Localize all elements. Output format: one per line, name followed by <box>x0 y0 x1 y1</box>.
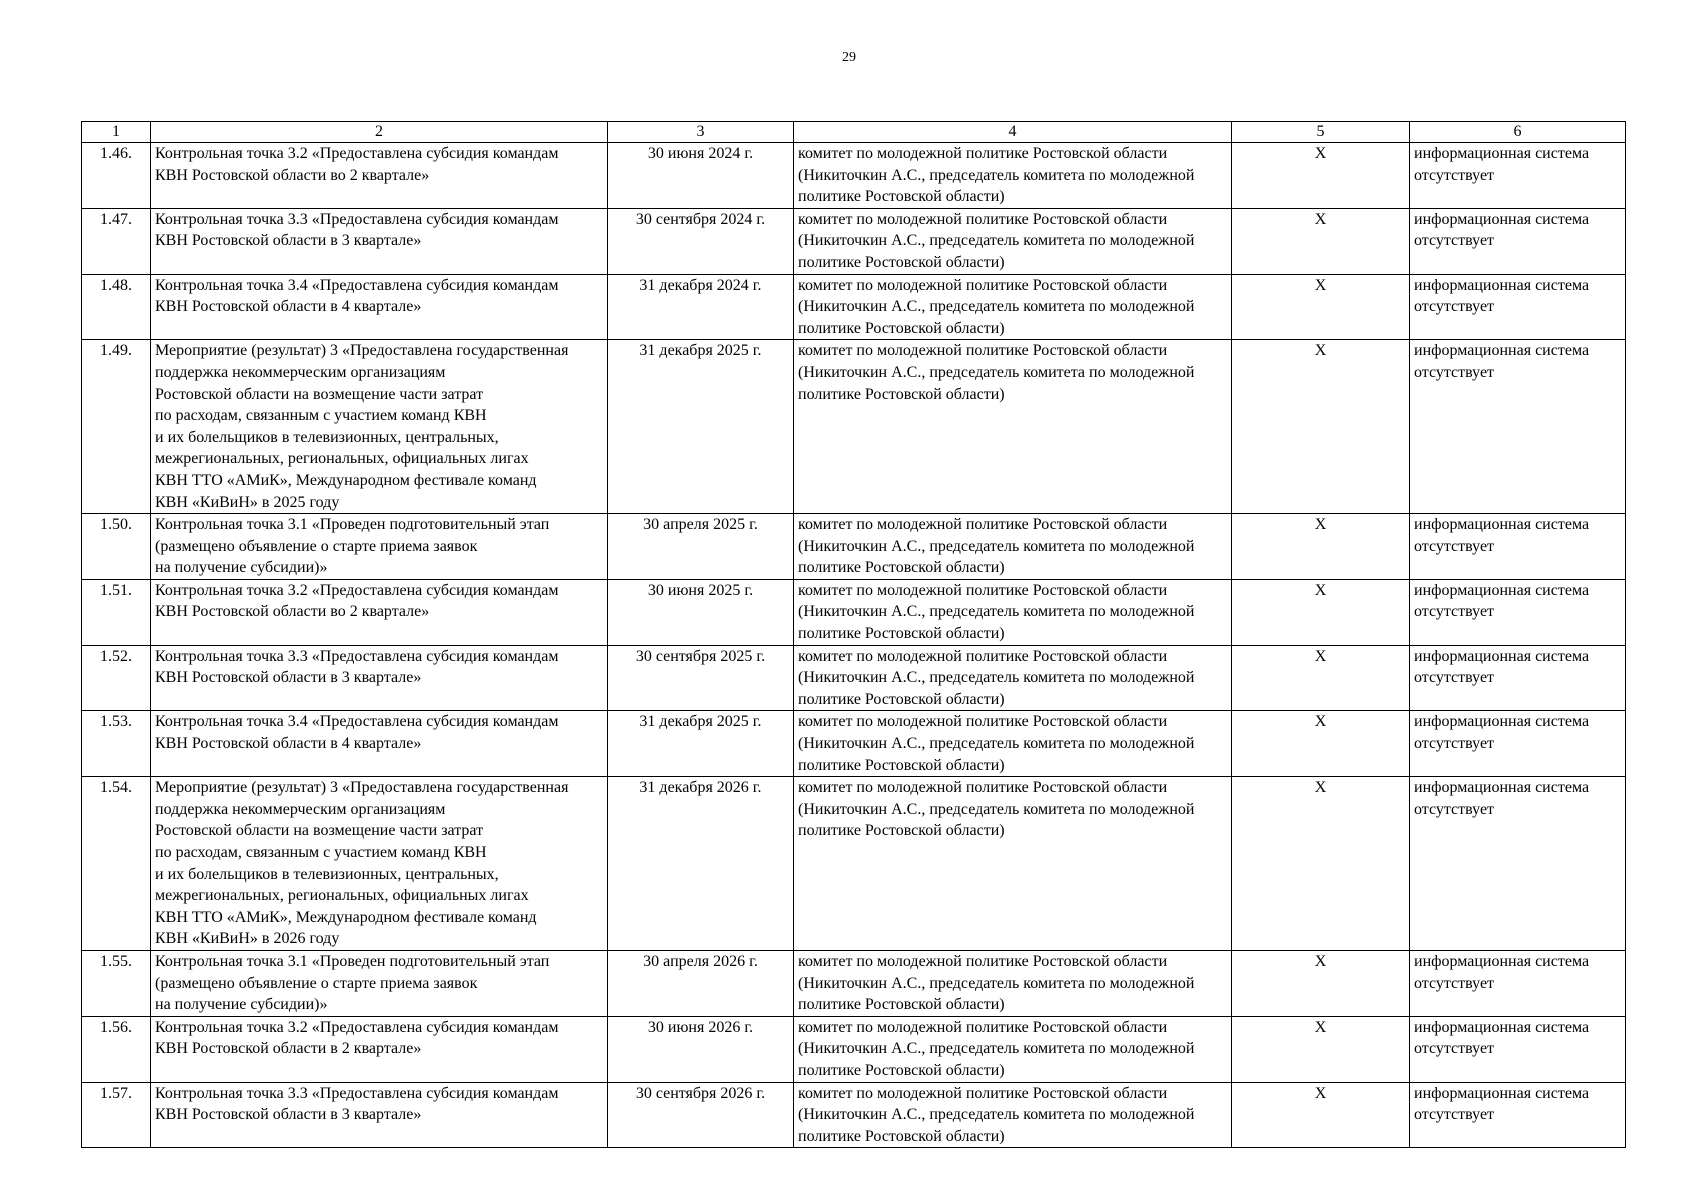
deadline-cell: 31 декабря 2025 г. <box>608 340 794 514</box>
mark-cell: Х <box>1232 711 1410 777</box>
event-cell: Контрольная точка 3.1 «Проведен подготовительный этап (размещено объявление о старте приема заявок на получение субсидии)» <box>151 950 608 1016</box>
deadline-cell: 30 июня 2026 г. <box>608 1016 794 1082</box>
header-row <box>82 122 1626 143</box>
table-row <box>82 777 1626 951</box>
mark-cell: Х <box>1232 514 1410 580</box>
table-row <box>82 143 1626 209</box>
column-header: 4 <box>794 122 1232 143</box>
plan-table <box>81 121 1626 1148</box>
table-row <box>82 274 1626 340</box>
table-row <box>82 1082 1626 1148</box>
event-cell: Контрольная точка 3.3 «Предоставлена субсидия командам КВН Ростовской области в 3 квартале» <box>151 208 608 274</box>
column-header: 5 <box>1232 122 1410 143</box>
info-system-cell: информационная система отсутствует <box>1410 950 1626 1016</box>
mark-cell: Х <box>1232 208 1410 274</box>
responsible-cell: комитет по молодежной политике Ростовской области (Никиточкин А.С., председатель комитета по молодежной политике Ростовской области) <box>794 208 1232 274</box>
responsible-cell: комитет по молодежной политике Ростовской области (Никиточкин А.С., председатель комитета по молодежной политике Ростовской области) <box>794 340 1232 514</box>
mark-cell: Х <box>1232 340 1410 514</box>
responsible-cell: комитет по молодежной политике Ростовской области (Никиточкин А.С., председатель комитета по молодежной политике Ростовской области) <box>794 274 1232 340</box>
mark-cell: Х <box>1232 1016 1410 1082</box>
mark-cell: Х <box>1232 777 1410 951</box>
event-cell: Контрольная точка 3.1 «Проведен подготовительный этап (размещено объявление о старте приема заявок на получение субсидии)» <box>151 514 608 580</box>
responsible-cell: комитет по молодежной политике Ростовской области (Никиточкин А.С., председатель комитета по молодежной политике Ростовской области) <box>794 514 1232 580</box>
deadline-cell: 30 апреля 2025 г. <box>608 514 794 580</box>
responsible-cell: комитет по молодежной политике Ростовской области (Никиточкин А.С., председатель комитета по молодежной политике Ростовской области) <box>794 579 1232 645</box>
info-system-cell: информационная система отсутствует <box>1410 274 1626 340</box>
row-number: 1.55. <box>82 950 151 1016</box>
info-system-cell: информационная система отсутствует <box>1410 645 1626 711</box>
event-cell: Контрольная точка 3.2 «Предоставлена субсидия командам КВН Ростовской области в 2 квартале» <box>151 1016 608 1082</box>
responsible-cell: комитет по молодежной политике Ростовской области (Никиточкин А.С., председатель комитета по молодежной политике Ростовской области) <box>794 645 1232 711</box>
mark-cell: Х <box>1232 274 1410 340</box>
deadline-cell: 30 июня 2025 г. <box>608 579 794 645</box>
table-header <box>82 122 1626 143</box>
table-row <box>82 579 1626 645</box>
row-number: 1.50. <box>82 514 151 580</box>
deadline-cell: 31 декабря 2025 г. <box>608 711 794 777</box>
row-number: 1.47. <box>82 208 151 274</box>
event-cell: Контрольная точка 3.2 «Предоставлена субсидия командам КВН Ростовской области во 2 квартале» <box>151 579 608 645</box>
table-row <box>82 1016 1626 1082</box>
responsible-cell: комитет по молодежной политике Ростовской области (Никиточкин А.С., председатель комитета по молодежной политике Ростовской области) <box>794 1082 1232 1148</box>
row-number: 1.52. <box>82 645 151 711</box>
event-cell: Контрольная точка 3.4 «Предоставлена субсидия командам КВН Ростовской области в 4 квартале» <box>151 274 608 340</box>
column-header: 6 <box>1410 122 1626 143</box>
deadline-cell: 30 сентября 2024 г. <box>608 208 794 274</box>
table-row <box>82 950 1626 1016</box>
info-system-cell: информационная система отсутствует <box>1410 1082 1626 1148</box>
deadline-cell: 30 июня 2024 г. <box>608 143 794 209</box>
responsible-cell: комитет по молодежной политике Ростовской области (Никиточкин А.С., председатель комитета по молодежной политике Ростовской области) <box>794 777 1232 951</box>
info-system-cell: информационная система отсутствует <box>1410 208 1626 274</box>
column-header: 2 <box>151 122 608 143</box>
table-row <box>82 711 1626 777</box>
row-number: 1.49. <box>82 340 151 514</box>
event-cell: Контрольная точка 3.3 «Предоставлена субсидия командам КВН Ростовской области в 3 квартале» <box>151 1082 608 1148</box>
deadline-cell: 31 декабря 2024 г. <box>608 274 794 340</box>
deadline-cell: 30 сентября 2025 г. <box>608 645 794 711</box>
row-number: 1.54. <box>82 777 151 951</box>
info-system-cell: информационная система отсутствует <box>1410 777 1626 951</box>
mark-cell: Х <box>1232 1082 1410 1148</box>
event-cell: Мероприятие (результат) 3 «Предоставлена государственная поддержка некоммерческим организациям Ростовской области на возмещение части затрат по расходам, связанным с участием команд КВН и их болельщиков в телевизионных, центральных, межрегиональных, региональных, официальных лигах КВН ТТО «АМиК», Международном фестивале команд КВН «КиВиН» в 2025 году <box>151 340 608 514</box>
event-cell: Контрольная точка 3.4 «Предоставлена субсидия командам КВН Ростовской области в 4 квартале» <box>151 711 608 777</box>
responsible-cell: комитет по молодежной политике Ростовской области (Никиточкин А.С., председатель комитета по молодежной политике Ростовской области) <box>794 143 1232 209</box>
row-number: 1.56. <box>82 1016 151 1082</box>
deadline-cell: 30 апреля 2026 г. <box>608 950 794 1016</box>
table-row <box>82 645 1626 711</box>
column-header: 3 <box>608 122 794 143</box>
mark-cell: Х <box>1232 645 1410 711</box>
deadline-cell: 31 декабря 2026 г. <box>608 777 794 951</box>
event-cell: Мероприятие (результат) 3 «Предоставлена государственная поддержка некоммерческим организациям Ростовской области на возмещение части затрат по расходам, связанным с участием команд КВН и их болельщиков в телевизионных, центральных, межрегиональных, региональных, официальных лигах КВН ТТО «АМиК», Международном фестивале команд КВН «КиВиН» в 2026 году <box>151 777 608 951</box>
table-row <box>82 514 1626 580</box>
page-number: 29 <box>842 50 856 65</box>
row-number: 1.53. <box>82 711 151 777</box>
info-system-cell: информационная система отсутствует <box>1410 143 1626 209</box>
table-body <box>82 143 1626 1148</box>
row-number: 1.46. <box>82 143 151 209</box>
responsible-cell: комитет по молодежной политике Ростовской области (Никиточкин А.С., председатель комитета по молодежной политике Ростовской области) <box>794 711 1232 777</box>
responsible-cell: комитет по молодежной политике Ростовской области (Никиточкин А.С., председатель комитета по молодежной политике Ростовской области) <box>794 1016 1232 1082</box>
info-system-cell: информационная система отсутствует <box>1410 340 1626 514</box>
info-system-cell: информационная система отсутствует <box>1410 1016 1626 1082</box>
info-system-cell: информационная система отсутствует <box>1410 711 1626 777</box>
row-number: 1.57. <box>82 1082 151 1148</box>
mark-cell: Х <box>1232 579 1410 645</box>
deadline-cell: 30 сентября 2026 г. <box>608 1082 794 1148</box>
mark-cell: Х <box>1232 143 1410 209</box>
column-header: 1 <box>82 122 151 143</box>
info-system-cell: информационная система отсутствует <box>1410 579 1626 645</box>
event-cell: Контрольная точка 3.2 «Предоставлена субсидия командам КВН Ростовской области во 2 квартале» <box>151 143 608 209</box>
event-cell: Контрольная точка 3.3 «Предоставлена субсидия командам КВН Ростовской области в 3 квартале» <box>151 645 608 711</box>
table-row <box>82 340 1626 514</box>
mark-cell: Х <box>1232 950 1410 1016</box>
responsible-cell: комитет по молодежной политике Ростовской области (Никиточкин А.С., председатель комитета по молодежной политике Ростовской области) <box>794 950 1232 1016</box>
row-number: 1.48. <box>82 274 151 340</box>
info-system-cell: информационная система отсутствует <box>1410 514 1626 580</box>
table-row <box>82 208 1626 274</box>
row-number: 1.51. <box>82 579 151 645</box>
